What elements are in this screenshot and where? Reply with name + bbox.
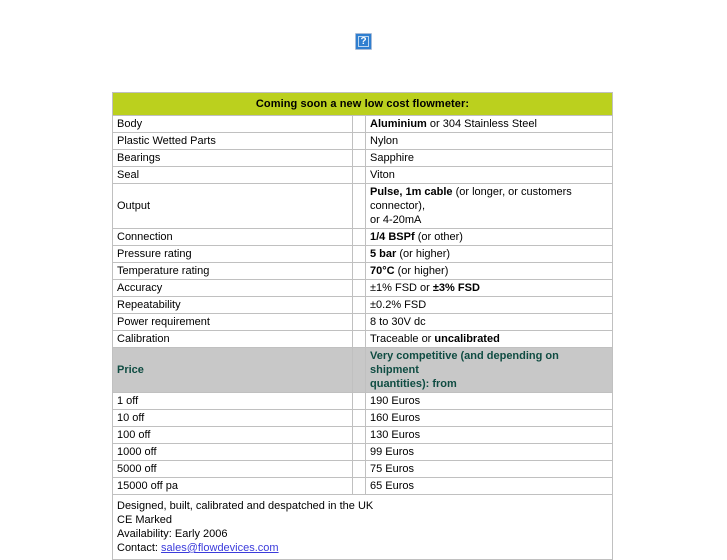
spec-value-text: Nylon bbox=[370, 135, 399, 147]
footer-contact-line bbox=[117, 541, 608, 555]
table-row bbox=[113, 116, 613, 133]
contact-label: Contact: bbox=[117, 542, 158, 554]
spec-label-cell: Pressure rating bbox=[113, 246, 353, 263]
spec-value-text: Traceable or bbox=[370, 333, 435, 345]
top-image-area bbox=[0, 0, 727, 50]
table-row bbox=[113, 167, 613, 184]
spacer-cell bbox=[353, 280, 366, 297]
spec-value-emphasis: 1/4 BSPf bbox=[370, 231, 415, 243]
spec-value-cell bbox=[366, 263, 613, 280]
spec-label-cell: Repeatability bbox=[113, 297, 353, 314]
spacer-cell bbox=[353, 444, 366, 461]
spec-label-cell: Power requirement bbox=[113, 314, 353, 331]
spec-value-text: (or higher) bbox=[394, 265, 449, 277]
spec-label-cell: Plastic Wetted Parts bbox=[113, 133, 353, 150]
price-amount-cell: 65 Euros bbox=[366, 478, 613, 495]
price-table-row bbox=[113, 410, 613, 427]
table-row bbox=[113, 280, 613, 297]
spec-value-cell bbox=[366, 331, 613, 348]
price-quantity-cell: 1000 off bbox=[113, 444, 353, 461]
price-amount-cell: 160 Euros bbox=[366, 410, 613, 427]
spec-value-text: or 304 Stainless Steel bbox=[426, 118, 537, 130]
spacer-cell bbox=[353, 229, 366, 246]
price-quantity-cell: 5000 off bbox=[113, 461, 353, 478]
price-amount-cell: 99 Euros bbox=[366, 444, 613, 461]
spacer-cell bbox=[353, 478, 366, 495]
table-row bbox=[113, 331, 613, 348]
broken-image-placeholder-icon[interactable] bbox=[355, 33, 372, 50]
price-table-row bbox=[113, 478, 613, 495]
spec-label-cell: Output bbox=[113, 184, 353, 229]
table-row bbox=[113, 246, 613, 263]
footer-line3: Availability: Early 2006 bbox=[117, 528, 228, 540]
table-title-row bbox=[113, 93, 613, 116]
table-row bbox=[113, 314, 613, 331]
spec-value-cell bbox=[366, 133, 613, 150]
spec-value-second-line: or 4-20mA bbox=[370, 214, 422, 226]
spec-label-cell: Temperature rating bbox=[113, 263, 353, 280]
broken-image-question-glyph: ? bbox=[360, 36, 367, 47]
spec-value-emphasis: Pulse, 1m cable bbox=[370, 186, 453, 198]
price-quantity-cell: 10 off bbox=[113, 410, 353, 427]
price-note-line1: Very competitive (and depending on shipment bbox=[370, 350, 559, 376]
contact-email-link[interactable]: sales@flowdevices.com bbox=[161, 542, 279, 554]
spec-value-text: Sapphire bbox=[370, 152, 415, 164]
spec-value-text: (or other) bbox=[414, 231, 463, 243]
spec-value-text: 8 to 30V dc bbox=[370, 316, 426, 328]
flowmeter-spec-table bbox=[112, 92, 613, 560]
table-row bbox=[113, 263, 613, 280]
spacer-cell bbox=[353, 348, 366, 393]
spacer-cell bbox=[353, 331, 366, 348]
spec-value-emphasis-tail: ±3% FSD bbox=[432, 282, 480, 294]
spec-sheet bbox=[112, 92, 612, 560]
spec-value-text: ±0.2% FSD bbox=[370, 299, 427, 311]
spacer-cell bbox=[353, 297, 366, 314]
spec-value-cell bbox=[366, 297, 613, 314]
spacer-cell bbox=[353, 167, 366, 184]
spec-value-cell bbox=[366, 229, 613, 246]
spec-value-emphasis: 70°C bbox=[370, 265, 395, 277]
spacer-cell bbox=[353, 314, 366, 331]
table-row bbox=[113, 229, 613, 246]
price-label: Price bbox=[113, 348, 353, 393]
spacer-cell bbox=[353, 150, 366, 167]
spec-label-cell: Calibration bbox=[113, 331, 353, 348]
spec-value-cell bbox=[366, 314, 613, 331]
price-quantity-cell: 100 off bbox=[113, 427, 353, 444]
table-row bbox=[113, 133, 613, 150]
spec-value-cell bbox=[366, 246, 613, 263]
spacer-cell bbox=[353, 427, 366, 444]
spacer-cell bbox=[353, 246, 366, 263]
spec-value-text: ±1% FSD or bbox=[370, 282, 433, 294]
spacer-cell bbox=[353, 393, 366, 410]
price-amount-cell: 130 Euros bbox=[366, 427, 613, 444]
footer-notes bbox=[113, 495, 613, 560]
spec-value-text: (or longer, or customers connector), bbox=[370, 186, 572, 212]
price-quantity-cell: 15000 off pa bbox=[113, 478, 353, 495]
spec-label-cell: Seal bbox=[113, 167, 353, 184]
spec-value-cell bbox=[366, 184, 613, 229]
spec-value-cell bbox=[366, 150, 613, 167]
price-note-line2: quantities): from bbox=[370, 378, 457, 390]
price-table-row bbox=[113, 444, 613, 461]
price-amount-cell: 190 Euros bbox=[366, 393, 613, 410]
spacer-cell bbox=[353, 263, 366, 280]
spacer-cell bbox=[353, 410, 366, 427]
spec-value-cell bbox=[366, 116, 613, 133]
price-table-row bbox=[113, 427, 613, 444]
spacer-cell bbox=[353, 461, 366, 478]
spec-label-cell: Accuracy bbox=[113, 280, 353, 297]
spec-value-emphasis-tail: uncalibrated bbox=[434, 333, 500, 345]
table-row bbox=[113, 150, 613, 167]
spec-value-cell bbox=[366, 280, 613, 297]
page-title: Coming soon a new low cost flowmeter: bbox=[113, 93, 613, 116]
spec-label-cell: Body bbox=[113, 116, 353, 133]
footer-row bbox=[113, 495, 613, 560]
spec-label-cell: Connection bbox=[113, 229, 353, 246]
spec-value-text: Viton bbox=[370, 169, 395, 181]
price-note bbox=[366, 348, 613, 393]
spec-value-text: (or higher) bbox=[396, 248, 451, 260]
spacer-cell bbox=[353, 133, 366, 150]
price-header-row bbox=[113, 348, 613, 393]
price-quantity-cell: 1 off bbox=[113, 393, 353, 410]
price-table-row bbox=[113, 393, 613, 410]
spec-value-emphasis: 5 bar bbox=[370, 248, 397, 260]
price-table-row bbox=[113, 461, 613, 478]
table-row bbox=[113, 297, 613, 314]
spec-value-cell bbox=[366, 167, 613, 184]
spacer-cell bbox=[353, 116, 366, 133]
spec-label-cell: Bearings bbox=[113, 150, 353, 167]
table-row bbox=[113, 184, 613, 229]
price-amount-cell: 75 Euros bbox=[366, 461, 613, 478]
spacer-cell bbox=[353, 184, 366, 229]
spec-value-emphasis: Aluminium bbox=[370, 118, 427, 130]
footer-line1: Designed, built, calibrated and despatched in the UK bbox=[117, 500, 374, 512]
footer-line2: CE Marked bbox=[117, 514, 173, 526]
